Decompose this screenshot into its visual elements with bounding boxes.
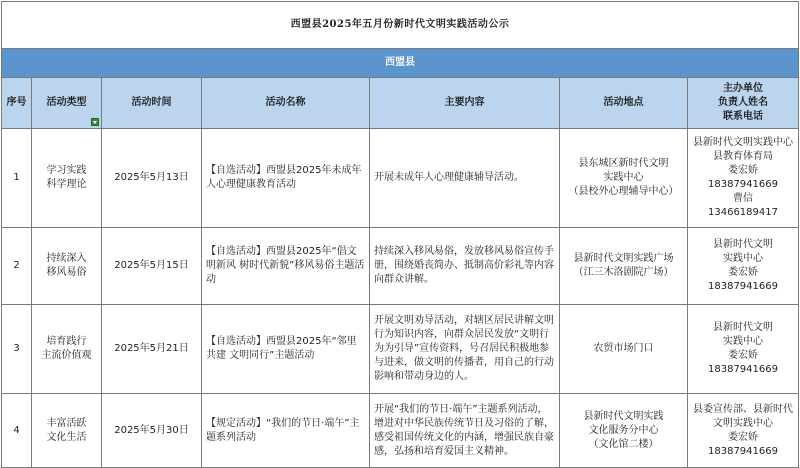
table-row <box>2 129 799 228</box>
cell-organizer: 县新时代文明 实践中心 娄宏娇 18387941669 <box>688 305 799 394</box>
cell-name: 【自选活动】西盟县2025年“邻里共建 文明同行”主题活动 <box>202 305 370 394</box>
header-organizer: 主办单位 负责人姓名 联系电话 <box>688 78 799 129</box>
cell-type: 培育践行 主流价值观 <box>32 305 102 394</box>
header-seq: 序号 <box>2 78 32 129</box>
region-header: 西盟县 <box>2 49 799 78</box>
cell-seq: 1 <box>2 129 32 228</box>
cell-seq: 4 <box>2 394 32 468</box>
activity-notice-table <box>1 1 799 468</box>
cell-location: 县东城区新时代文明 实践中心 （县校外心理辅导中心） <box>560 129 688 228</box>
cell-type: 学习实践 科学理论 <box>32 129 102 228</box>
header-time: 活动时间 <box>102 78 202 129</box>
cell-location: 县新时代文明实践 文化服务分中心 （文化馆二楼） <box>560 394 688 468</box>
table-row <box>2 394 799 468</box>
cell-time: 2025年5月21日 <box>102 305 202 394</box>
header-name: 活动名称 <box>202 78 370 129</box>
cell-organizer: 县新时代文明实践中心 县教育体育局 娄宏娇 18387941669 曹信 13466189417 <box>688 129 799 228</box>
cell-organizer: 县新时代文明 实践中心 娄宏娇 18387941669 <box>688 228 799 305</box>
title-row <box>2 2 799 49</box>
header-content: 主要内容 <box>370 78 560 129</box>
cell-type: 丰富活跃 文化生活 <box>32 394 102 468</box>
cell-seq: 2 <box>2 228 32 305</box>
cell-seq: 3 <box>2 305 32 394</box>
header-type[interactable] <box>32 78 102 129</box>
cell-type: 持续深入 移风易俗 <box>32 228 102 305</box>
table-row <box>2 305 799 394</box>
cell-content: 开展“我们的节日·端午”主题系列活动，增进对中华民族传统节日及习俗的了解，感受祖国传统文化的内涵，增强民族自豪感，弘扬和培育爱国主义精神。 <box>370 394 560 468</box>
cell-time: 2025年5月15日 <box>102 228 202 305</box>
cell-name: 【自选活动】西盟县2025年“倡文明新风 树时代新貌”移风易俗主题活动 <box>202 228 370 305</box>
cell-content: 开展未成年人心理健康辅导活动。 <box>370 129 560 228</box>
header-type-label: 活动类型 <box>46 97 87 108</box>
cell-location: 农贸市场门口 <box>560 305 688 394</box>
column-header-row <box>2 78 799 129</box>
cell-content: 持续深入移风易俗，发放移风易俗宣传手册，围绕婚丧简办、抵制高价彩礼等内容向群众讲解。 <box>370 228 560 305</box>
filter-dropdown-icon[interactable] <box>91 118 99 126</box>
cell-name: 【规定活动】“我们的节日·端午”主题系列活动 <box>202 394 370 468</box>
cell-name: 【自选活动】西盟县2025年未成年人心理健康教育活动 <box>202 129 370 228</box>
page-title: 西盟县2025年五月份新时代文明实践活动公示 <box>2 2 799 49</box>
table-row <box>2 228 799 305</box>
header-location: 活动地点 <box>560 78 688 129</box>
cell-organizer: 县委宣传部、县新时代 文明实践中心 娄宏娇 18387941669 <box>688 394 799 468</box>
cell-time: 2025年5月13日 <box>102 129 202 228</box>
cell-location: 县新时代文明实践广场 （江三木洛剧院广场） <box>560 228 688 305</box>
cell-time: 2025年5月30日 <box>102 394 202 468</box>
cell-content: 开展文明劝导活动，对辖区居民讲解文明行为知识内容，向群众居民发放“文明行为为引导”宣传资料，号召居民积极地参与进来，做文明的传播者，用自己的行动影响和带动身边的人。 <box>370 305 560 394</box>
region-row <box>2 49 799 78</box>
